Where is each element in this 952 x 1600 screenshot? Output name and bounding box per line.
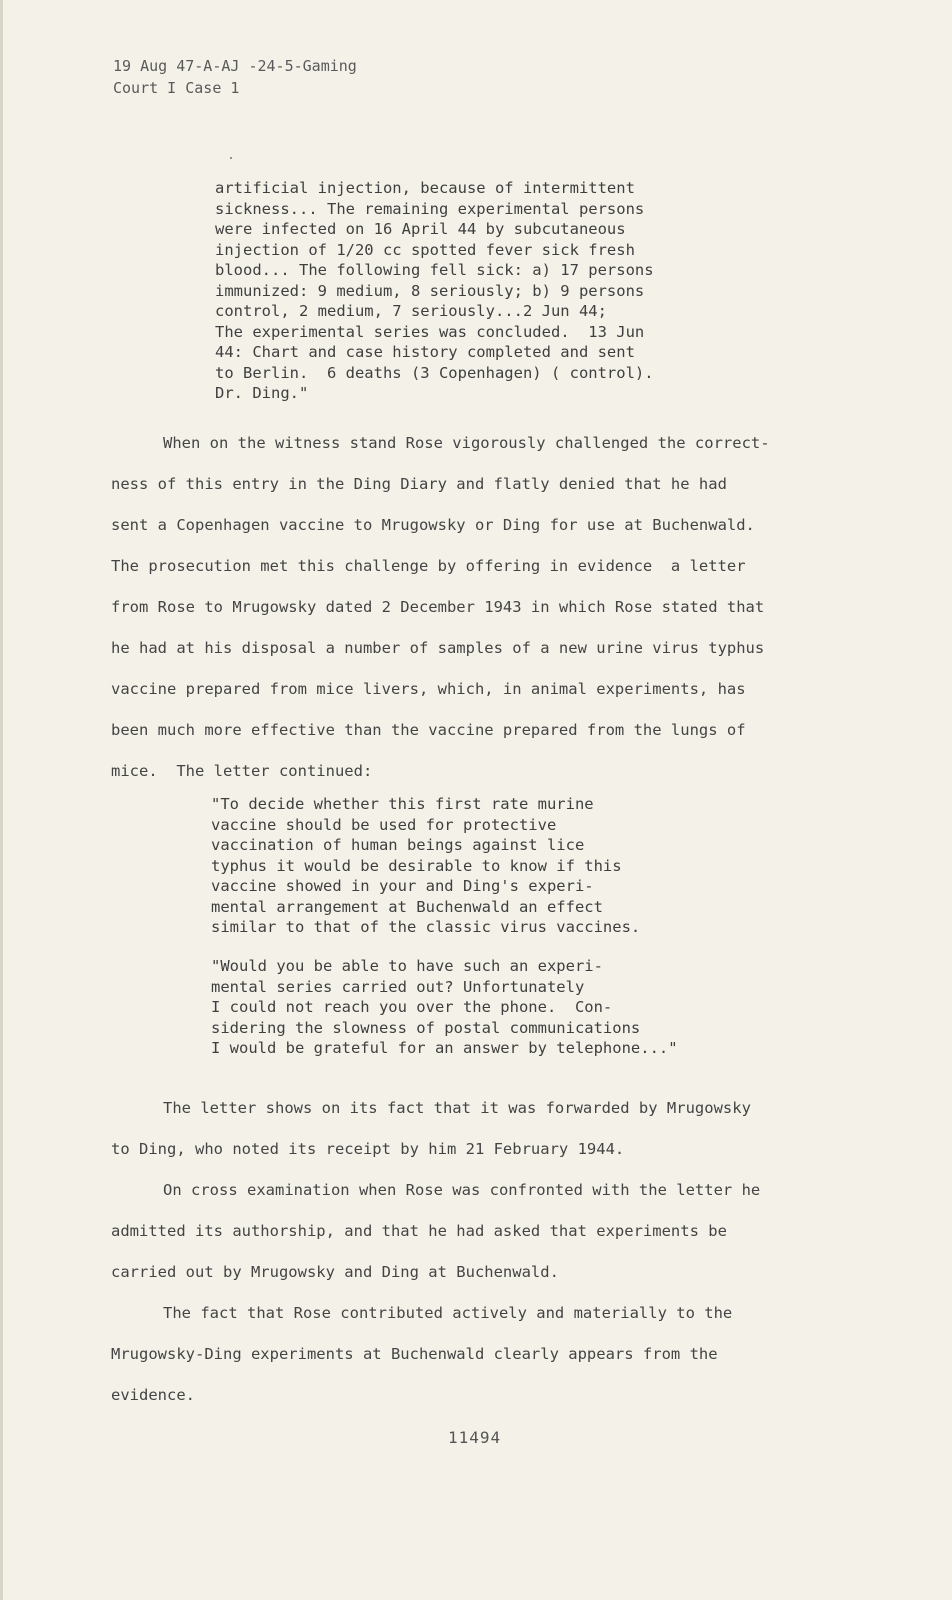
body-line: sent a Copenhagen vaccine to Mrugowsky or Ding for use at Buchenwald. bbox=[111, 516, 755, 534]
quote-line: The experimental series was concluded. 13 Jun bbox=[215, 322, 645, 341]
quote-line: vaccine showed in your and Ding's experi- bbox=[211, 877, 594, 895]
body-line: mice. The letter continued: bbox=[111, 762, 373, 780]
letter-quote-block-1 bbox=[211, 794, 640, 938]
paragraph-witness-stand bbox=[111, 423, 846, 792]
body-line: carried out by Mrugowsky and Ding at Buchenwald. bbox=[111, 1263, 559, 1281]
letter-quote-block-2 bbox=[211, 956, 678, 1059]
quote-line: similar to that of the classic virus vaccines. bbox=[211, 918, 641, 936]
body-line: The letter shows on its fact that it was forwarded by Mrugowsky bbox=[163, 1099, 751, 1117]
body-line: ness of this entry in the Ding Diary and flatly denied that he had bbox=[111, 475, 727, 493]
quote-line: sidering the slowness of postal communications bbox=[211, 1018, 641, 1037]
quote-line: were infected on 16 April 44 by subcutaneous bbox=[215, 220, 626, 238]
diary-quote-block bbox=[215, 178, 654, 404]
body-line: On cross examination when Rose was confronted with the letter he bbox=[163, 1181, 761, 1199]
quote-line: sickness... The remaining experimental persons bbox=[215, 199, 645, 218]
quote-line: Dr. Ding." bbox=[215, 384, 309, 402]
quote-line: I could not reach you over the phone. Con- bbox=[211, 998, 613, 1016]
quote-line: vaccine should be used for protective bbox=[211, 815, 557, 834]
body-line: evidence. bbox=[111, 1386, 195, 1404]
header-court-line: Court I Case 1 bbox=[113, 79, 240, 97]
ink-dot bbox=[230, 157, 232, 159]
body-line: Mrugowsky-Ding experiments at Buchenwald clearly appears from the bbox=[111, 1345, 718, 1363]
body-line: he had at his disposal a number of samples of a new urine virus typhus bbox=[111, 639, 765, 657]
body-line: vaccine prepared from mice livers, which, in animal experiments, has bbox=[111, 680, 746, 698]
body-line: When on the witness stand Rose vigorously challenged the correct- bbox=[163, 434, 770, 452]
quote-line: to Berlin. 6 deaths (3 Copenhagen) ( control). bbox=[215, 363, 654, 382]
header-date-line: 19 Aug 47-A-AJ -24-5-Gaming bbox=[113, 57, 357, 75]
document-header bbox=[113, 55, 357, 99]
body-line: to Ding, who noted its receipt by him 21 February 1944. bbox=[111, 1140, 625, 1158]
body-line: The fact that Rose contributed actively and materially to the bbox=[163, 1304, 733, 1322]
quote-line: artificial injection, because of intermittent bbox=[215, 179, 635, 197]
paragraphs-conclusion bbox=[111, 1088, 846, 1416]
quote-line: typhus it would be desirable to know if this bbox=[211, 856, 622, 875]
quote-line: "Would you be able to have such an experi- bbox=[211, 957, 603, 975]
quote-line: vaccination of human beings against lice bbox=[211, 836, 585, 854]
quote-line: immunized: 9 medium, 8 seriously; b) 9 persons bbox=[215, 281, 645, 300]
body-line: admitted its authorship, and that he had asked that experiments be bbox=[111, 1222, 727, 1240]
body-line: from Rose to Mrugowsky dated 2 December 1943 in which Rose stated that bbox=[111, 598, 765, 616]
body-line: The prosecution met this challenge by offering in evidence a letter bbox=[111, 557, 746, 575]
quote-line: "To decide whether this first rate murine bbox=[211, 795, 594, 813]
quote-line: control, 2 medium, 7 seriously...2 Jun 44; bbox=[215, 302, 607, 320]
quote-line: blood... The following fell sick: a) 17 persons bbox=[215, 261, 654, 279]
quote-line: injection of 1/20 cc spotted fever sick fresh bbox=[215, 240, 635, 259]
quote-line: I would be grateful for an answer by telephone..." bbox=[211, 1039, 678, 1057]
quote-line: 44: Chart and case history completed and sent bbox=[215, 343, 635, 361]
body-line: been much more effective than the vaccine prepared from the lungs of bbox=[111, 721, 746, 739]
quote-line: mental series carried out? Unfortunately bbox=[211, 977, 585, 996]
quote-line: mental arrangement at Buchenwald an effect bbox=[211, 897, 603, 916]
page-number: 11494 bbox=[448, 1428, 502, 1447]
